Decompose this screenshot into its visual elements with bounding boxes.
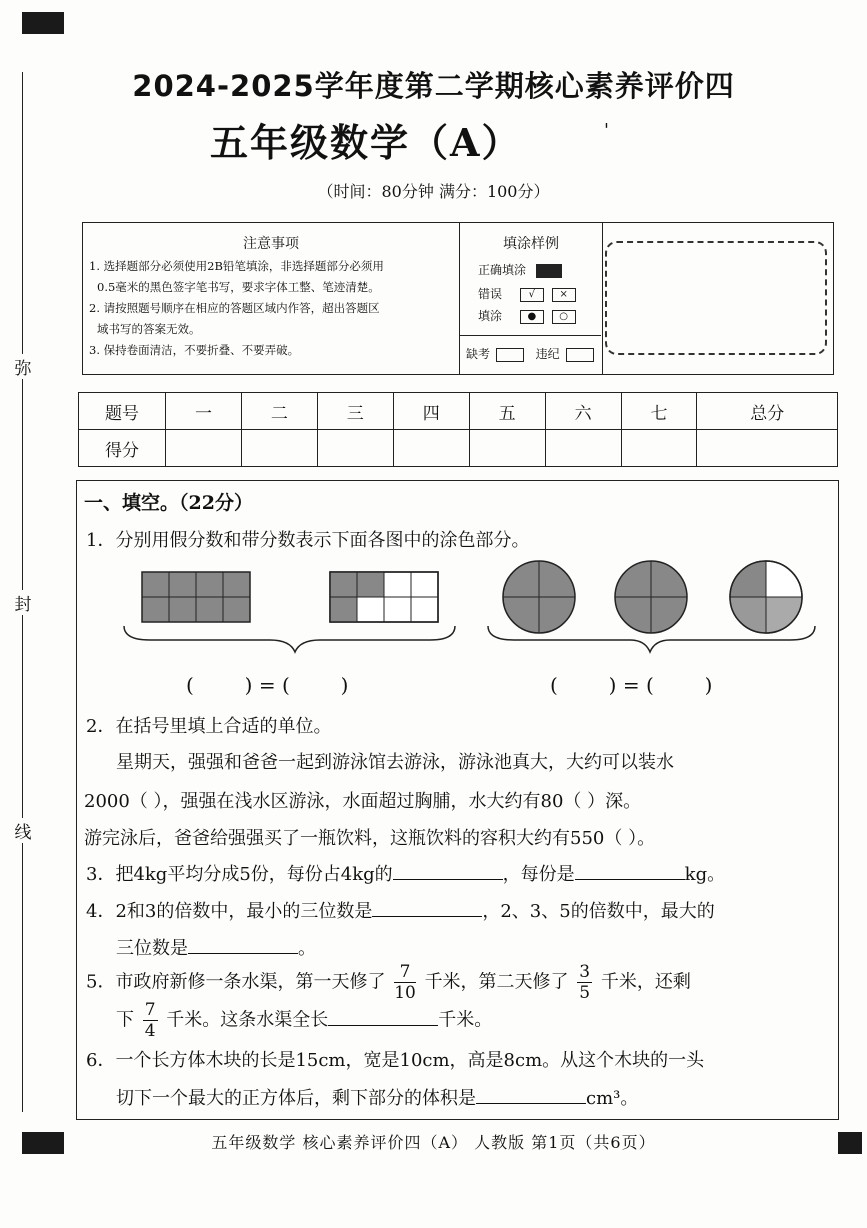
subject-title: 五年级数学（A） <box>210 120 522 165</box>
q5-text-c: 千米，还剩 <box>600 971 691 993</box>
fill-sample-title: 填涂样例 <box>503 236 559 252</box>
question-2-line-1: 星期天，强强和爸爸一起到游泳馆去游泳，游泳池真大，大约可以装水 <box>116 752 674 773</box>
score-header-cell: 六 <box>545 393 621 430</box>
score-header-cell: 一 <box>166 393 242 430</box>
score-table-score-row <box>79 430 838 467</box>
exam-title: 2024-2025学年度第二学期核心素养评价四 <box>132 69 735 103</box>
question-6-cont <box>116 1084 638 1110</box>
notice-item: 0.5毫米的黑色签字笔书写，要求字体工整、笔迹清楚。 <box>97 280 380 294</box>
score-cell[interactable] <box>469 430 545 467</box>
q5-text-d: 下 <box>116 1009 134 1031</box>
binding-char-1: 弥 <box>10 354 36 379</box>
three-quarter-circle <box>730 561 802 633</box>
full-circle-2 <box>615 561 687 633</box>
notice-item: 3. 保持卷面清洁，不要折叠、不要弄破。 <box>89 343 300 357</box>
question-5-cont <box>116 1000 492 1041</box>
fraction-7-10: $\frac{7}{10}$ <box>394 962 416 1003</box>
q5-text-f: 千米。 <box>438 1009 493 1031</box>
q4-text-c: 三位数是 <box>116 938 188 959</box>
score-cell[interactable] <box>621 430 697 467</box>
divider <box>460 335 601 336</box>
score-header-cell: 三 <box>317 393 393 430</box>
score-table <box>78 392 838 467</box>
q5-blank[interactable] <box>328 1007 438 1026</box>
question-4 <box>86 897 715 923</box>
partially-shaded-grid <box>330 572 438 622</box>
exam-time-info: （时间：80分钟 满分：100分） <box>317 182 550 201</box>
score-row-label: 得分 <box>79 430 166 467</box>
fraction-7-4: $\frac{7}{4}$ <box>144 1000 156 1041</box>
question-3 <box>86 860 725 886</box>
wrong-fill-row <box>478 285 576 302</box>
wrong-fill-label-2: 填涂 <box>478 309 503 323</box>
q1-answer-right[interactable]: ( ) = ( ) <box>550 673 713 697</box>
cross-mark-icon: × <box>552 288 576 302</box>
q6-blank[interactable] <box>476 1085 586 1104</box>
notice-column <box>83 223 460 374</box>
q4-text-a: 4．2和3的倍数中，最小的三位数是 <box>86 901 373 922</box>
barcode-area <box>605 241 827 355</box>
q5-text-e: 千米。这条水渠全长 <box>166 1009 329 1031</box>
score-header-cell: 五 <box>469 393 545 430</box>
q5-text-a: 5．市政府新修一条水渠，第一天修了 <box>86 971 386 993</box>
violation-checkbox[interactable] <box>566 348 594 362</box>
correct-fill-row <box>478 261 562 278</box>
score-header-cell: 七 <box>621 393 697 430</box>
correct-fill-label: 正确填涂 <box>478 263 527 277</box>
check-mark-icon: √ <box>520 288 544 302</box>
notice-title: 注意事项 <box>243 236 299 252</box>
score-cell[interactable] <box>545 430 621 467</box>
q6-text: 切下一个最大的正方体后，剩下部分的体积是 <box>116 1088 476 1109</box>
score-header-cell: 总分 <box>697 393 838 430</box>
score-cell[interactable] <box>241 430 317 467</box>
stray-mark: ' <box>604 120 609 141</box>
q5-text-b: 千米，第二天修了 <box>424 971 569 993</box>
q4-text-b: ，2、3、5的倍数中，最大的 <box>482 901 715 922</box>
question-2-line-3: 游完泳后，爸爸给强强买了一瓶饮料，这瓶饮料的容积大约有550（ ）。 <box>84 828 656 849</box>
q3-text-c: kg。 <box>684 864 726 885</box>
question-1: 1．分别用假分数和带分数表示下面各图中的涂色部分。 <box>86 530 530 551</box>
absent-row <box>466 345 594 362</box>
score-header-cell: 四 <box>393 393 469 430</box>
registration-mark-top-left <box>22 12 64 34</box>
notice-item: 域书写的答案无效。 <box>97 322 201 336</box>
brace-left <box>124 626 455 652</box>
q4-blank-2[interactable] <box>188 935 298 954</box>
q3-text-b: ，每份是 <box>502 864 575 885</box>
q3-blank-1[interactable] <box>393 861 503 880</box>
q1-answer-left[interactable]: ( ) = ( ) <box>186 673 349 697</box>
q4-text-d: 。 <box>298 938 316 959</box>
fraction-3-5: $\frac{3}{5}$ <box>579 962 591 1003</box>
question-2-line-2: 2000（ ），强强在浅水区游泳，水面超过胸脯，水大约有80（ ）深。 <box>84 791 642 812</box>
q3-text-a: 3．把4kg平均分成5份，每份占4kg的 <box>86 864 393 885</box>
question-5 <box>86 962 691 1003</box>
score-header-cell: 题号 <box>79 393 166 430</box>
violation-label: 违纪 <box>535 347 560 361</box>
empty-circle-icon: ○ <box>552 310 576 324</box>
q4-blank-1[interactable] <box>372 898 482 917</box>
score-header-cell: 二 <box>241 393 317 430</box>
score-cell[interactable] <box>393 430 469 467</box>
question-6: 6．一个长方体木块的长是15cm，宽是10cm，高是8cm。从这个木块的一头 <box>86 1050 705 1071</box>
wrong-fill-row-2 <box>478 307 576 324</box>
binding-char-2: 封 <box>10 590 36 615</box>
binding-char-3: 线 <box>10 818 36 843</box>
q3-blank-2[interactable] <box>575 861 685 880</box>
notice-item: 2. 请按照题号顺序在相应的答题区域内作答，超出答题区 <box>89 301 380 315</box>
absent-checkbox[interactable] <box>496 348 524 362</box>
question-4-cont <box>116 934 316 960</box>
score-cell[interactable] <box>697 430 838 467</box>
q6-unit: cm³。 <box>586 1088 639 1109</box>
q1-figures <box>110 560 830 660</box>
absent-label: 缺考 <box>466 347 491 361</box>
question-2: 2．在括号里填上合适的单位。 <box>86 716 332 737</box>
filled-dot-icon: ● <box>520 310 544 324</box>
score-cell[interactable] <box>317 430 393 467</box>
full-circle-1 <box>503 561 575 633</box>
correct-fill-sample <box>536 264 562 278</box>
fill-sample-column <box>460 223 603 374</box>
fully-shaded-grid <box>142 572 250 622</box>
page-footer: 五年级数学 核心素养评价四（A） 人教版 第1页（共6页） <box>211 1133 656 1152</box>
score-cell[interactable] <box>166 430 242 467</box>
notice-box <box>82 222 834 375</box>
notice-item: 1. 选择题部分必须使用2B铅笔填涂，非选择题部分必须用 <box>89 259 384 273</box>
wrong-fill-label: 错误 <box>478 287 503 301</box>
section-heading: 一、填空。（22分） <box>84 492 253 514</box>
score-table-header-row <box>79 393 838 430</box>
